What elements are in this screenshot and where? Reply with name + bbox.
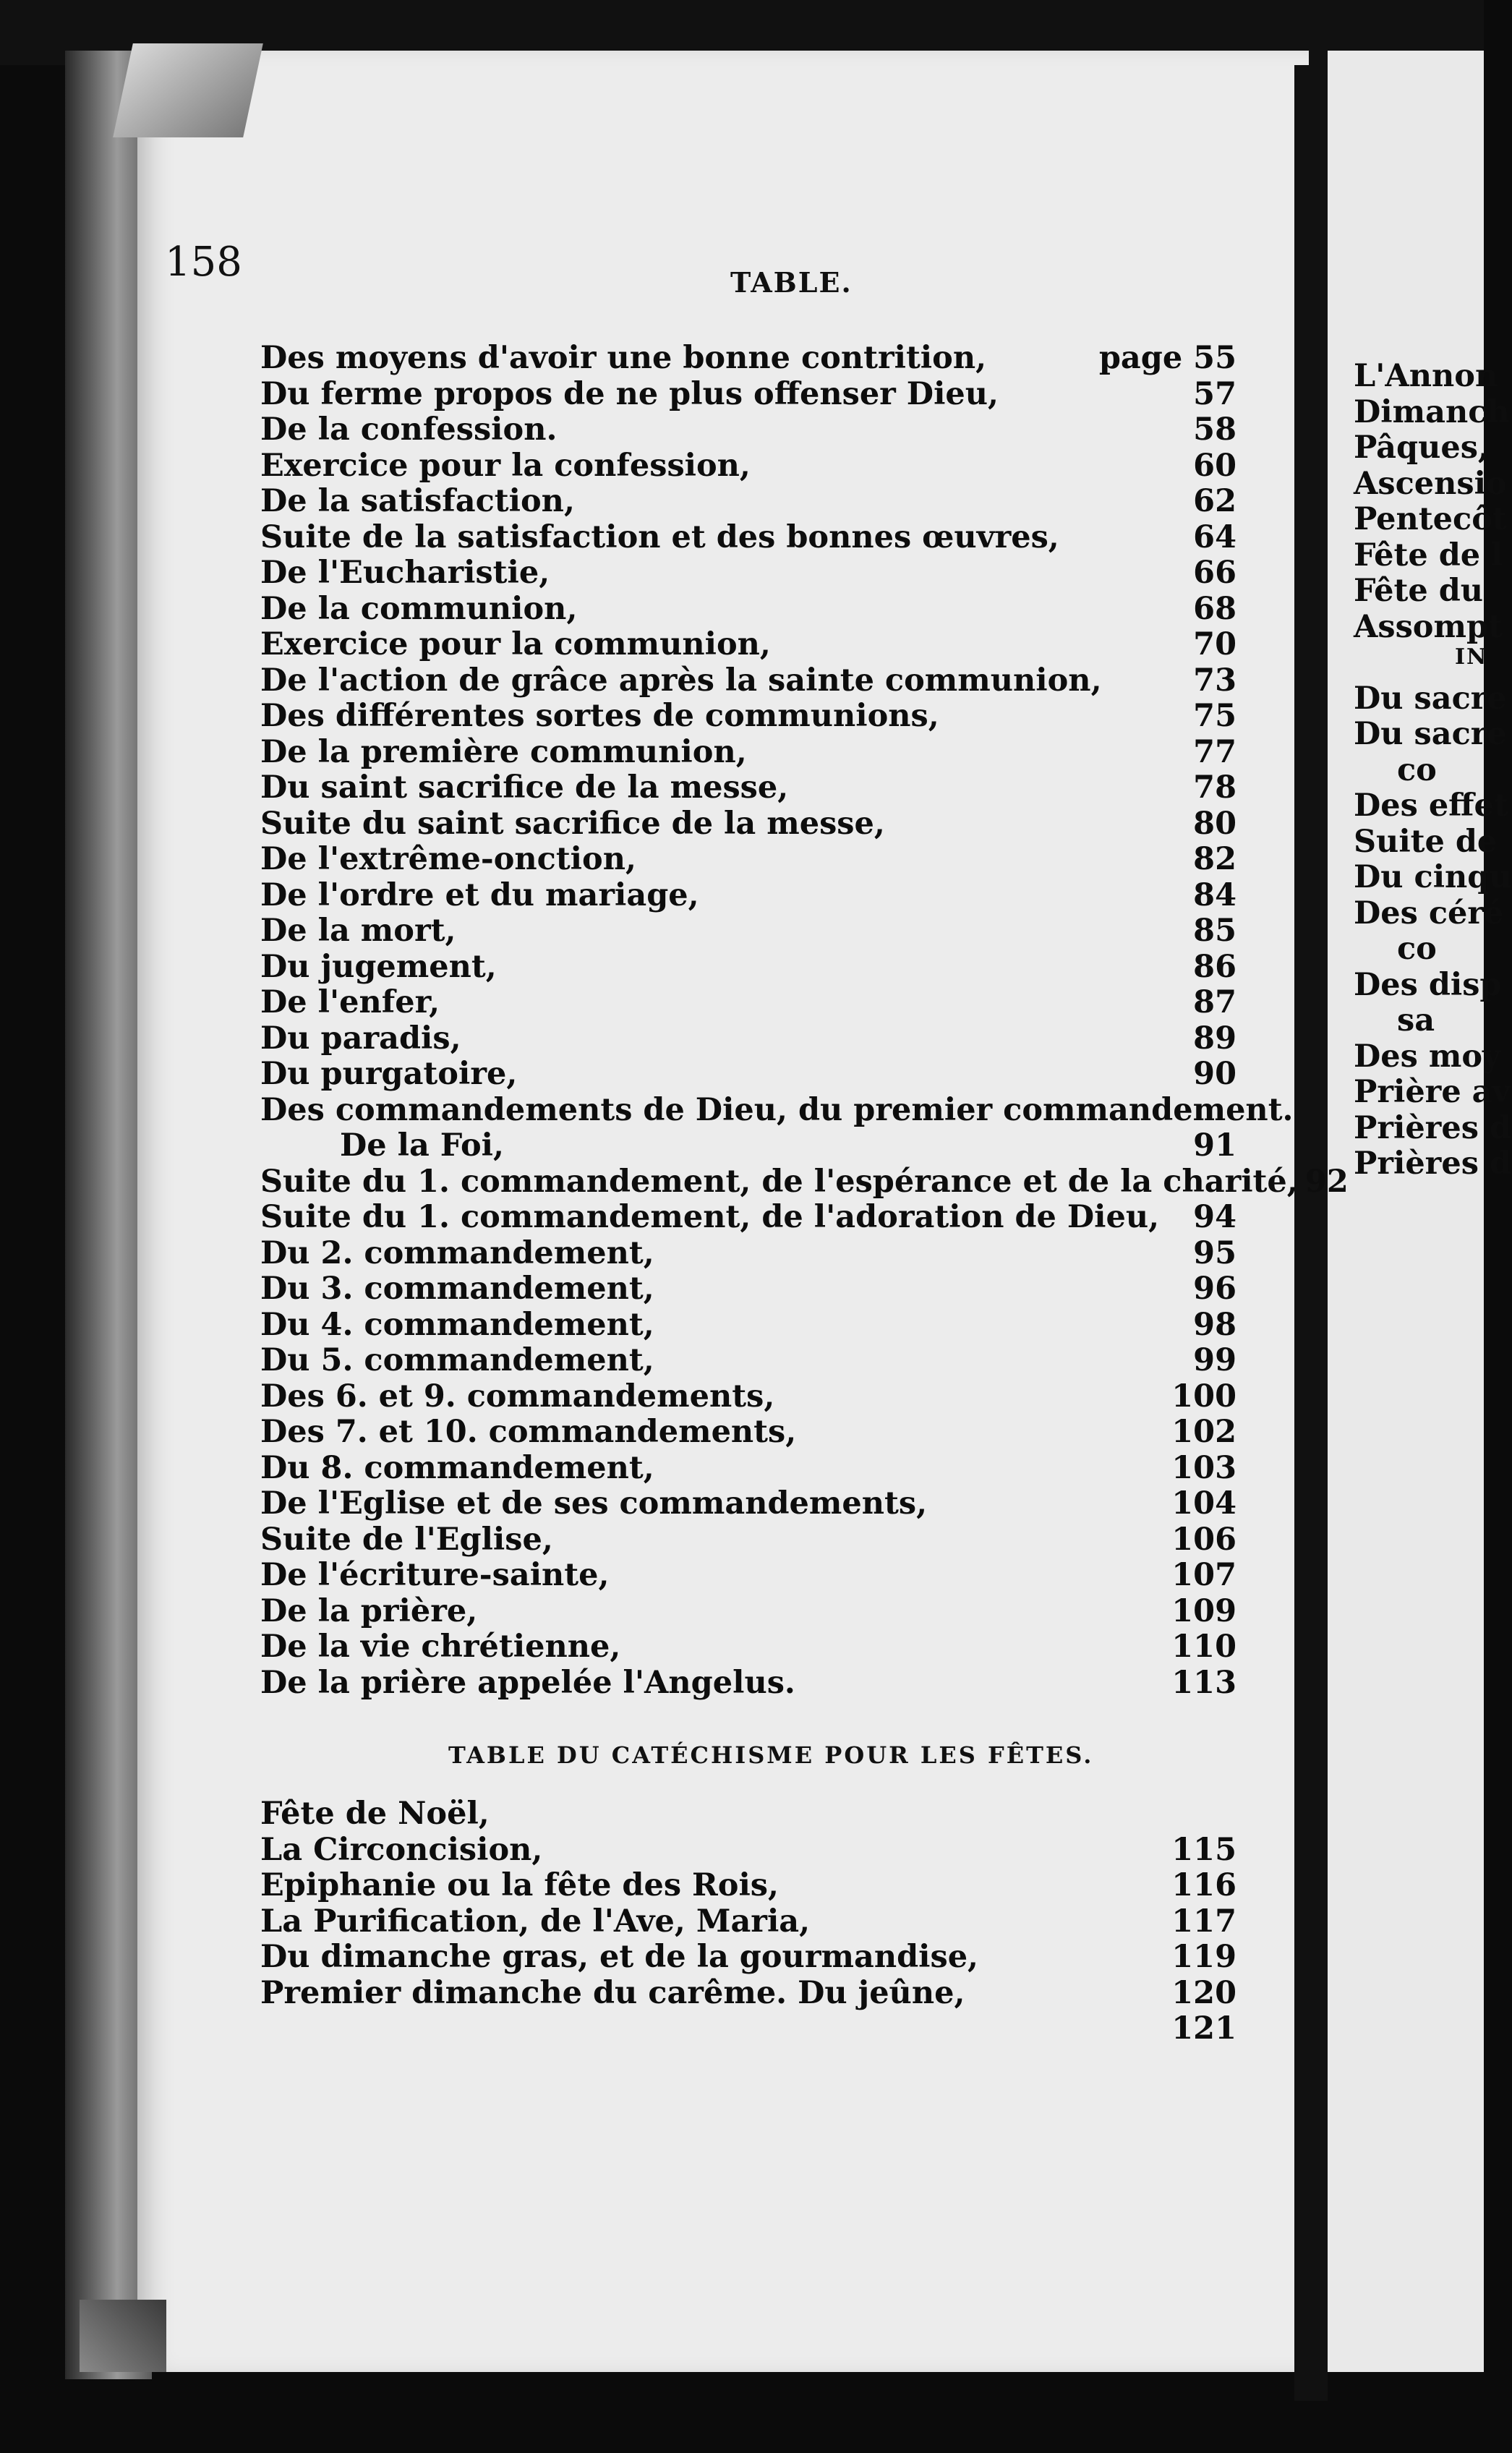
toc-entry-page: 78 bbox=[1193, 769, 1236, 806]
right-page-line: co bbox=[1397, 751, 1437, 788]
toc-entry bbox=[260, 1127, 1236, 1164]
toc-entry-title: Du paradis, bbox=[260, 1020, 461, 1057]
toc-entry-page: 80 bbox=[1193, 805, 1236, 842]
toc-entry bbox=[260, 1557, 1236, 1593]
right-page-line: Prière av bbox=[1354, 1074, 1511, 1110]
toc-entry-title: De l'Eglise et de ses commandements, bbox=[260, 1485, 928, 1522]
toc-entry bbox=[260, 1485, 1236, 1522]
toc-entry-page: 110 bbox=[1171, 1629, 1236, 1665]
toc-entry-title: Suite du 1. commandement, de l'adoration de Dieu, bbox=[260, 1199, 1160, 1235]
toc-entry-page: 82 bbox=[1193, 841, 1236, 877]
toc-entry-title: Du purgatoire, bbox=[260, 1056, 518, 1092]
toc-entry-page: 66 bbox=[1193, 555, 1236, 591]
toc-entry bbox=[260, 1867, 1236, 1903]
toc-entry-title: Des 7. et 10. commandements, bbox=[260, 1414, 797, 1450]
right-page-line: Du cinqu bbox=[1354, 859, 1512, 895]
toc-entry bbox=[260, 411, 1236, 448]
toc-entry-title: De la satisfaction, bbox=[260, 483, 575, 519]
toc-entry-page: 95 bbox=[1193, 1234, 1236, 1271]
toc-entry-page: 86 bbox=[1193, 948, 1236, 985]
toc-entry-title: Suite du saint sacrifice de la messe, bbox=[260, 805, 885, 842]
toc-entry-page: 116 bbox=[1171, 1867, 1236, 1903]
toc-entry-title: Du ferme propos de ne plus offenser Dieu, bbox=[260, 375, 999, 412]
right-page-line: sa bbox=[1397, 1002, 1435, 1038]
toc-entry-page: 84 bbox=[1193, 876, 1236, 913]
toc-entry-page: 100 bbox=[1171, 1378, 1236, 1415]
toc-entry bbox=[260, 1450, 1236, 1486]
toc-entry-page: 98 bbox=[1193, 1306, 1236, 1343]
toc-entry bbox=[260, 376, 1236, 412]
toc-entry bbox=[260, 1091, 1294, 1128]
toc-entry-page: 115 bbox=[1171, 1831, 1236, 1868]
toc-entry-title: Epiphanie ou la fête des Rois, bbox=[260, 1867, 779, 1903]
right-page-line: Du sacre bbox=[1354, 680, 1507, 717]
toc-entry-page: 68 bbox=[1193, 590, 1236, 627]
right-page-line: Fête du bbox=[1354, 573, 1484, 609]
table-of-contents bbox=[260, 340, 1349, 1701]
right-page-text bbox=[1354, 358, 1512, 1182]
page-gutter bbox=[1294, 65, 1328, 2401]
toc-entry bbox=[260, 1378, 1236, 1415]
toc-entry bbox=[260, 698, 1236, 734]
toc-entry-page: 104 bbox=[1171, 1485, 1236, 1522]
toc-entry-title: Du 3. commandement, bbox=[260, 1271, 654, 1307]
running-header: TABLE. bbox=[730, 266, 853, 299]
toc-entry-page: 57 bbox=[1193, 375, 1236, 412]
page-number: 158 bbox=[165, 239, 242, 286]
toc-entry-title: Fête de Noël, bbox=[260, 1796, 490, 1832]
toc-entry-title: Exercice pour la confession, bbox=[260, 447, 751, 484]
toc-entry-page: 96 bbox=[1193, 1271, 1236, 1307]
toc-entry-title: Des différentes sortes de communions, bbox=[260, 698, 939, 734]
toc-entry-title: De la communion, bbox=[260, 590, 578, 627]
toc-entry bbox=[260, 1020, 1236, 1057]
toc-entry-title: De la Foi, bbox=[340, 1127, 504, 1164]
toc-entry bbox=[260, 1342, 1236, 1378]
toc-entry-title: De la prière, bbox=[260, 1592, 478, 1629]
toc-entry bbox=[260, 519, 1236, 555]
right-page-line: Suite de bbox=[1354, 823, 1498, 860]
right-page-line: Prières d bbox=[1354, 1146, 1511, 1182]
right-page-line: Fête de l bbox=[1354, 537, 1503, 573]
toc-entry-title: La Circoncision, bbox=[260, 1831, 543, 1868]
toc-entry bbox=[260, 2010, 1236, 2047]
right-page-line: Pâques, bbox=[1354, 430, 1489, 466]
right-page-line: Du sacre bbox=[1354, 716, 1507, 752]
toc-entry-title: Suite de la satisfaction et des bonnes œuvres, bbox=[260, 519, 1059, 555]
toc-entry-title: Du 2. commandement, bbox=[260, 1234, 654, 1271]
toc-entry bbox=[260, 1163, 1349, 1200]
toc-entry bbox=[260, 769, 1236, 806]
toc-entry bbox=[260, 1975, 1236, 2011]
toc-entry bbox=[260, 448, 1236, 484]
toc-entry-title: Des commandements de Dieu, du premier commandement. bbox=[260, 1091, 1294, 1128]
toc-entry-page: 92 bbox=[1304, 1163, 1349, 1200]
toc-entry bbox=[260, 1832, 1236, 1868]
toc-entry-page: 90 bbox=[1193, 1056, 1236, 1092]
toc-entry bbox=[260, 662, 1236, 699]
toc-entry bbox=[260, 1235, 1236, 1271]
toc-entry-page: 75 bbox=[1193, 698, 1236, 734]
right-page-line: Pentecôt bbox=[1354, 501, 1507, 537]
toc-entry-page: 121 bbox=[1171, 2010, 1236, 2047]
toc-entry-page: 91 bbox=[1193, 1127, 1236, 1164]
toc-entry-title: De la prière appelée l'Angelus. bbox=[260, 1664, 795, 1701]
toc-entry bbox=[260, 1796, 1236, 1832]
right-page-line: Assompt bbox=[1354, 608, 1503, 645]
toc-entry-page: 62 bbox=[1193, 483, 1236, 519]
toc-entry bbox=[260, 626, 1236, 662]
toc-entry-page: 58 bbox=[1193, 411, 1236, 448]
toc-entry-title: Du jugement, bbox=[260, 948, 497, 985]
toc-entry bbox=[260, 555, 1236, 591]
toc-entry-page: 99 bbox=[1193, 1342, 1236, 1378]
toc-entry-title: De la première communion, bbox=[260, 733, 747, 770]
right-page-line: Dimanch bbox=[1354, 393, 1510, 430]
right-page-line: Ascensio bbox=[1354, 465, 1507, 502]
right-page-line: Des céré bbox=[1354, 895, 1504, 931]
toc-entry-title: De l'extrême-onction, bbox=[260, 841, 636, 877]
toc-entry bbox=[260, 1307, 1236, 1343]
toc-entry-title: De l'ordre et du mariage, bbox=[260, 876, 699, 913]
toc-entry-page: 89 bbox=[1193, 1020, 1236, 1057]
toc-entry-page: 60 bbox=[1193, 447, 1236, 484]
toc-entry bbox=[260, 591, 1236, 627]
toc-entry-title: De l'enfer, bbox=[260, 984, 440, 1020]
toc-entry-page: 113 bbox=[1171, 1664, 1236, 1701]
toc-entry-page: 73 bbox=[1193, 662, 1236, 699]
toc-entry bbox=[260, 1414, 1236, 1450]
toc-entry-title: Suite du 1. commandement, de l'espérance et de la charité, bbox=[260, 1163, 1298, 1200]
toc-entry bbox=[260, 1522, 1236, 1558]
toc-entry-title: Suite de l'Eglise, bbox=[260, 1521, 553, 1558]
toc-entry-page: 117 bbox=[1171, 1903, 1236, 1940]
toc-entry-title: De l'Eucharistie, bbox=[260, 555, 550, 591]
toc-entry-title: De l'action de grâce après la sainte communion, bbox=[260, 662, 1102, 699]
toc-entry bbox=[260, 340, 1236, 376]
toc-entry-title: Du 8. commandement, bbox=[260, 1449, 654, 1486]
toc-entry bbox=[260, 1629, 1236, 1665]
toc-entry-page: 107 bbox=[1171, 1557, 1236, 1593]
toc-entry-page: 87 bbox=[1193, 984, 1236, 1020]
toc-entry-title: Exercice pour la communion, bbox=[260, 626, 771, 662]
toc-entry bbox=[260, 1271, 1236, 1307]
toc-entry-page: 94 bbox=[1193, 1199, 1236, 1235]
toc-entry-page: 85 bbox=[1193, 913, 1236, 949]
toc-entry-page: 120 bbox=[1171, 1974, 1236, 2011]
toc-entry-title: Des 6. et 9. commandements, bbox=[260, 1378, 775, 1415]
toc-entry bbox=[260, 1903, 1236, 1940]
toc-entry-page: 119 bbox=[1171, 1939, 1236, 1975]
toc-entry bbox=[260, 877, 1236, 913]
toc-entry-title: Premier dimanche du carême. Du jeûne, bbox=[260, 1974, 965, 2011]
toc-entry bbox=[260, 1593, 1236, 1629]
right-page-line: co bbox=[1397, 931, 1437, 967]
book-corner-top bbox=[113, 43, 263, 137]
toc-entry bbox=[260, 1056, 1236, 1092]
toc-entry-page: 102 bbox=[1171, 1414, 1236, 1450]
toc-entry-page: 64 bbox=[1193, 519, 1236, 555]
toc-entry-title: De la confession. bbox=[260, 411, 558, 448]
toc-entry-title: Du 5. commandement, bbox=[260, 1342, 654, 1378]
toc-entry-page: page 55 bbox=[1098, 340, 1236, 376]
toc-entry-page: 77 bbox=[1193, 733, 1236, 770]
right-page-line: IN bbox=[1455, 644, 1488, 670]
toc-entry bbox=[260, 913, 1236, 949]
right-page-line: Des effet bbox=[1354, 788, 1508, 824]
toc-entry bbox=[260, 734, 1236, 770]
toc-entry bbox=[260, 949, 1236, 985]
toc-entry-title: Du 4. commandement, bbox=[260, 1306, 654, 1343]
toc-entry bbox=[260, 806, 1236, 842]
toc-entry-title: Du dimanche gras, et de la gourmandise, bbox=[260, 1939, 979, 1975]
toc-entry-page: 106 bbox=[1171, 1521, 1236, 1558]
toc-entry-title: Du saint sacrifice de la messe, bbox=[260, 769, 789, 806]
section-title-feasts: TABLE DU CATÉCHISME POUR LES FÊTES. bbox=[448, 1741, 1094, 1769]
right-page-line: Des moy bbox=[1354, 1038, 1500, 1075]
toc-entry-page: 109 bbox=[1171, 1592, 1236, 1629]
book-corner-bottom bbox=[80, 2300, 166, 2372]
right-page-line: L'Annon bbox=[1354, 358, 1498, 394]
toc-entry bbox=[260, 984, 1236, 1020]
toc-entry-title: De la mort, bbox=[260, 913, 456, 949]
toc-entry bbox=[260, 1665, 1236, 1701]
toc-entry bbox=[260, 1939, 1236, 1975]
toc-entry bbox=[260, 483, 1236, 519]
toc-entry-title: De l'écriture-sainte, bbox=[260, 1557, 610, 1593]
toc-entry bbox=[260, 841, 1236, 877]
toc-entry-page: 70 bbox=[1193, 626, 1236, 662]
feasts-table-of-contents bbox=[260, 1796, 1236, 2047]
toc-entry-page: 103 bbox=[1171, 1449, 1236, 1486]
toc-entry-title: De la vie chrétienne, bbox=[260, 1629, 621, 1665]
right-page-line: Des disp bbox=[1354, 966, 1502, 1003]
toc-entry bbox=[260, 1199, 1236, 1235]
toc-entry-title: Des moyens d'avoir une bonne contrition, bbox=[260, 340, 987, 376]
right-page-line: Prières d bbox=[1354, 1109, 1511, 1146]
toc-entry-title: La Purification, de l'Ave, Maria, bbox=[260, 1903, 811, 1940]
